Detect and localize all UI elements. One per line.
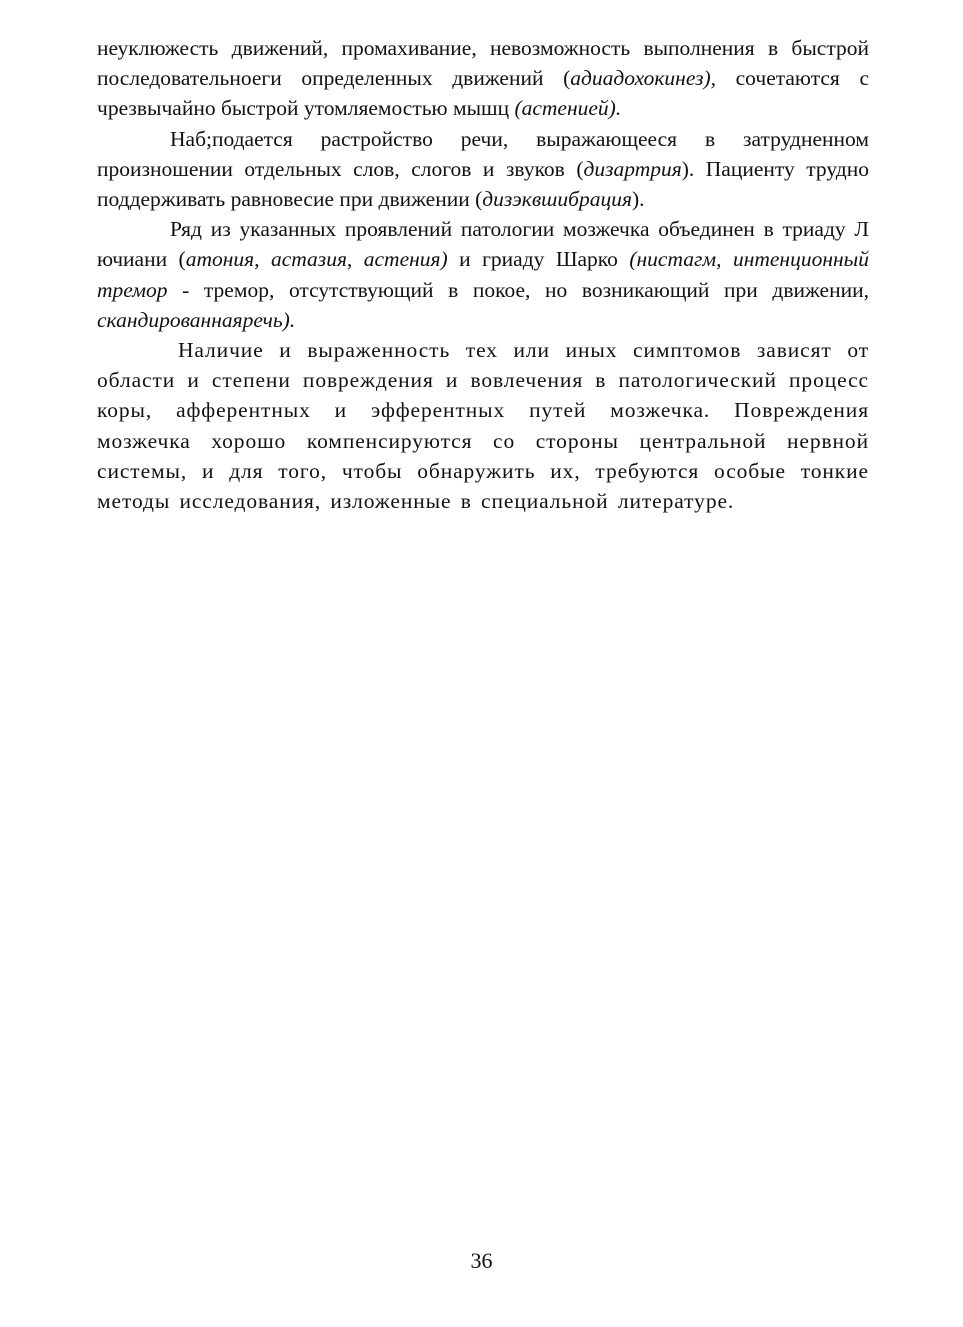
- text-segment: Ряд из указанных проявлений патологии мозжечка объединен в триаду Л ючиани (: [97, 217, 869, 272]
- paragraph-1: [97, 33, 869, 124]
- paragraph-4: [97, 335, 869, 516]
- term-italic: дизартрия: [583, 156, 682, 181]
- text-segment: Наб;подается растройство речи, выражающееся в затрудненном произношении отдельных слов, слогов и звуков (: [97, 126, 869, 181]
- paragraph-3: [97, 214, 869, 335]
- text-segment: ). Пациенту трудно поддерживать равновесие при движении (: [97, 156, 869, 212]
- paragraph-2: [97, 124, 869, 215]
- term-italic: (нистагм, интенционный тремор: [97, 247, 869, 302]
- page-number: 36: [470, 1248, 493, 1273]
- term-italic: атония, астазия, астения): [185, 247, 448, 272]
- term-italic: адиадохокинез),: [570, 66, 716, 91]
- term-italic: (астенией).: [514, 96, 622, 121]
- text-segment: ).: [631, 187, 645, 212]
- text-segment: и гриаду Шарко: [447, 247, 630, 272]
- text-segment: неуклюжесть движений, промахивание, невозможность выполнения в быстрой последовательноеги определенных движений (: [97, 36, 869, 91]
- term-italic: дизэквшибрация: [482, 187, 632, 212]
- text-segment: - тремор, отсутствующий в покое, но возникающий при движении,: [167, 277, 869, 302]
- term-italic: скандированнаяречь).: [97, 307, 296, 332]
- page-body: [97, 33, 869, 516]
- text-segment: Наличие и выраженность тех или иных симптомов зависят от области и степени повреждения и вовлечения в патологический процесс коры, афферентных и эфферентных путей мозжечка. Повреждения мозжечка хорошо компенсируются со стороны центральной нервной системы, и для того, чтобы обнаружить их, требуются особые тонкие методы исследования, изложенные в специальной литературе.: [97, 338, 869, 514]
- text-segment: сочетаются с чрезвычайно быстрой утомляемостью мышц: [97, 66, 869, 121]
